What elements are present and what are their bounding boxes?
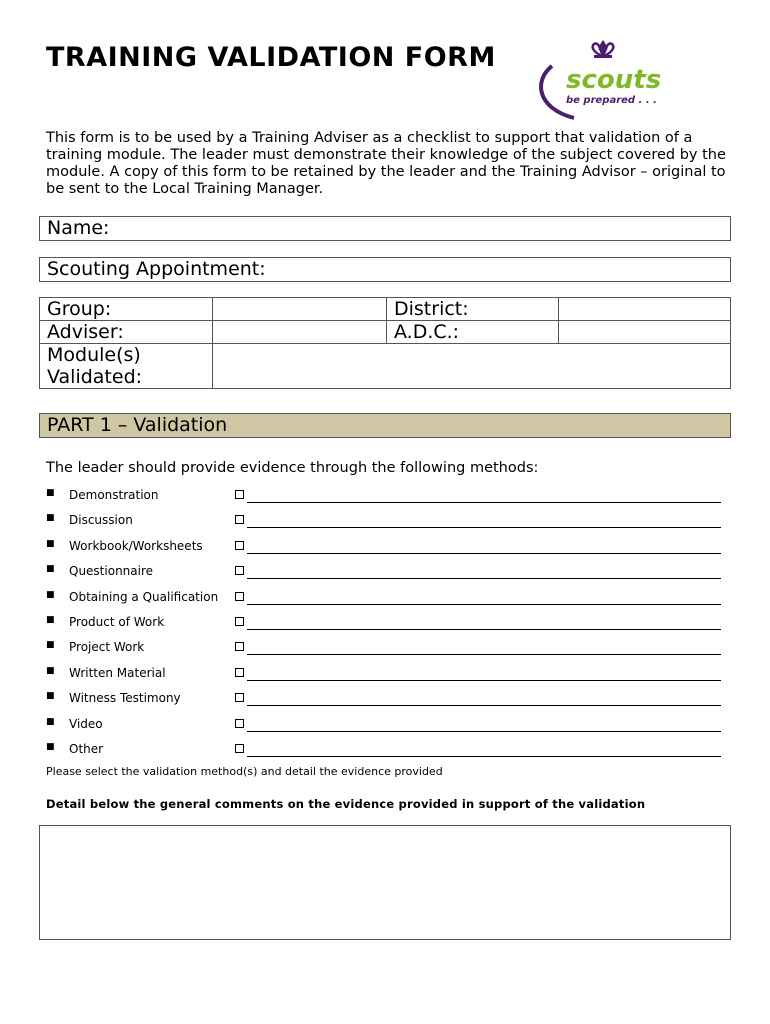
list-item (46, 589, 726, 607)
list-item (46, 512, 726, 530)
method-evidence-line[interactable] (247, 578, 721, 579)
method-label: Product of Work (69, 615, 165, 629)
method-evidence-line[interactable] (247, 654, 721, 655)
adc-label: A.D.C.: (387, 321, 559, 344)
method-evidence-line[interactable] (247, 756, 721, 757)
bullet-icon: ■ (46, 564, 55, 575)
part1-heading-bar (39, 413, 731, 438)
details-table (39, 297, 731, 389)
method-label: Other (69, 742, 104, 756)
table-row (40, 298, 731, 321)
list-item (46, 487, 726, 505)
bullet-icon: ■ (46, 589, 55, 600)
group-input[interactable] (213, 298, 387, 321)
select-note: Please select the validation method(s) and detail the evidence provided (46, 765, 443, 778)
method-label: Obtaining a Qualification (69, 589, 219, 604)
method-label: Discussion (69, 513, 133, 528)
fleur-de-lis-icon (593, 40, 614, 58)
comments-box[interactable] (39, 825, 731, 940)
method-checkbox[interactable] (235, 592, 244, 601)
modules-label-line2: Validated: (47, 366, 143, 388)
method-checkbox[interactable] (235, 719, 244, 728)
list-item (46, 538, 726, 556)
district-label: District: (387, 298, 559, 321)
method-evidence-line[interactable] (247, 705, 721, 706)
list-item (46, 614, 726, 632)
intro-text: This form is to be used by a Training Adviser as a checklist to support that validation of a training module. The leader must demonstrate their knowledge of the subject covered by the module. A copy of this form to be retained by the leader and the Training Advisor – original to be sent to the Local Training Manager. (46, 130, 726, 197)
name-label: Name: (47, 217, 110, 239)
bullet-icon: ■ (46, 488, 55, 498)
method-checkbox[interactable] (235, 515, 244, 524)
list-item (46, 639, 726, 657)
method-label: Video (69, 716, 103, 731)
method-evidence-line[interactable] (247, 629, 721, 630)
method-label: Witness Testimony (69, 691, 181, 706)
method-checkbox[interactable] (235, 490, 244, 499)
bullet-icon: ■ (46, 742, 55, 752)
name-field[interactable] (39, 216, 731, 241)
method-checkbox[interactable] (235, 541, 244, 550)
bullet-icon: ■ (46, 538, 55, 549)
bullet-icon: ■ (46, 640, 55, 651)
list-item (46, 563, 726, 581)
method-checkbox[interactable] (235, 668, 244, 677)
method-checkbox[interactable] (235, 566, 244, 575)
methods-intro: The leader should provide evidence through the following methods: (46, 460, 539, 476)
method-checkbox[interactable] (235, 617, 244, 626)
method-evidence-line[interactable] (247, 604, 721, 605)
modules-input[interactable] (213, 344, 731, 389)
method-label: Questionnaire (69, 564, 154, 579)
method-evidence-line[interactable] (247, 553, 721, 554)
modules-label (40, 344, 213, 389)
method-evidence-line[interactable] (247, 680, 721, 681)
method-label: Demonstration (69, 488, 159, 502)
method-label: Project Work (69, 640, 145, 655)
bullet-icon: ■ (46, 665, 55, 676)
scouts-logo (528, 34, 678, 124)
group-label: Group: (40, 298, 213, 321)
method-checkbox[interactable] (235, 642, 244, 651)
method-label: Workbook/Worksheets (69, 538, 203, 553)
appointment-field[interactable] (39, 257, 731, 282)
bullet-icon: ■ (46, 513, 55, 524)
table-row (40, 321, 731, 344)
list-item (46, 690, 726, 708)
method-checkbox[interactable] (235, 693, 244, 702)
list-item (46, 716, 726, 734)
part1-heading: PART 1 – Validation (47, 414, 228, 436)
table-row (40, 344, 731, 389)
bullet-icon: ■ (46, 716, 55, 727)
district-input[interactable] (559, 298, 731, 321)
bullet-icon: ■ (46, 691, 55, 702)
bullet-icon: ■ (46, 615, 55, 625)
logo-tagline: be prepared . . . (566, 95, 657, 106)
appointment-label: Scouting Appointment: (47, 258, 266, 280)
modules-label-line1: Module(s) (47, 344, 141, 366)
method-label: Written Material (69, 665, 166, 680)
method-evidence-line[interactable] (247, 731, 721, 732)
method-evidence-line[interactable] (247, 527, 721, 528)
method-evidence-line[interactable] (247, 502, 721, 503)
adviser-input[interactable] (213, 321, 387, 344)
adc-input[interactable] (559, 321, 731, 344)
detail-heading: Detail below the general comments on the evidence provided in support of the validation (46, 797, 646, 811)
adviser-label: Adviser: (40, 321, 213, 344)
method-checkbox[interactable] (235, 744, 244, 753)
list-item (46, 741, 726, 759)
logo-wordmark: scouts (566, 65, 662, 95)
form-title: TRAINING VALIDATION FORM (46, 42, 496, 73)
list-item (46, 665, 726, 683)
